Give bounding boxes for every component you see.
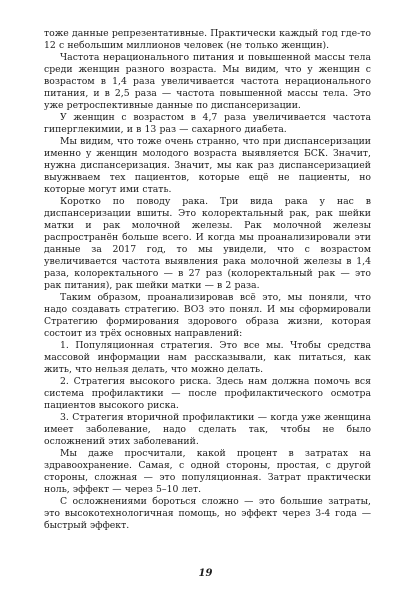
page-body	[44, 28, 371, 548]
paragraph-complications: С осложнениями бороться сложно — это большие затраты, это высокотехнологичная помощь, но эффект через 3-4 года — быстрый эффект.	[44, 496, 371, 531]
paragraph-strategy: Таким образом, проанализировав всё это, мы поняли, что надо создавать стратегию. ВОЗ это понял. И мы сформировали Стратегию формирования здорового образа жизни, которая состоит из трёх основных направлений:	[44, 292, 371, 339]
paragraph-strategy-3: 3. Стратегия вторичной профилактики — когда уже женщина имеет заболевание, надо сделать так, чтобы не было осложнений этих заболеваний.	[44, 412, 371, 447]
page-number: 19	[198, 568, 213, 579]
paragraph-screening: Мы видим, что тоже очень странно, что при диспансеризации именно у женщин молодого возраста выявляется БСК. Значит, нужна диспансеризация. Значит, мы как раз диспансеризацией выужнваем тех пациентов, которые ещё не пациенты, но которые могут ими стать.	[44, 136, 371, 195]
paragraph-costs: Мы даже просчитали, какой процент в затратах на здравоохранение. Самая, с одной стороны, простая, с другой стороны, сложная — это популяционная. Затрат практически ноль, эффект — через 5–10 лет.	[44, 448, 371, 495]
paragraph-continuation: тоже данные репрезентативные. Практически каждый год где-то 12 с небольшим миллионов человек (не только женщин).	[44, 28, 371, 51]
paragraph-cancer: Коротко по поводу рака. Три вида рака у нас в диспансеризации вшиты. Это колоректальный рак, рак шейки матки и рак молочной железы. Рак молочной железы распространён больше всего. И когда мы проанализировали эти данные за 2017 год, то мы увидели, что с возрастом увеличивается частота выявления рака молочной железы в 1,4 раза, колоректального — в 27 раз (колоректальный рак — это рак питания), рак шейки матки — в 2 раза.	[44, 196, 371, 291]
paragraph-nutrition: Частота нерационального питания и повышенной массы тела среди женщин разного возраста. Мы видим, что у женщин с возрастом в 1,4 раза увеличивается частота нерационального питания, и в 2,5 раза — частота повышенной массы тела. Это уже ретроспективные данные по диспансеризации.	[44, 52, 371, 111]
paragraph-strategy-2: 2. Стратегия высокого риска. Здесь нам должна помочь вся система профилактики — после профилактического осмотра пациентов высокого риска.	[44, 376, 371, 411]
paragraph-strategy-1: 1. Популяционная стратегия. Это все мы. Чтобы средства массовой информации нам рассказывали, как питаться, как жить, что нельзя делать, что можно делать.	[44, 340, 371, 375]
paragraph-hyperglycemia: У женщин с возрастом в 4,7 раза увеличивается частота гиперглекимии, и в 13 раз — сахарного диабета.	[44, 112, 371, 135]
